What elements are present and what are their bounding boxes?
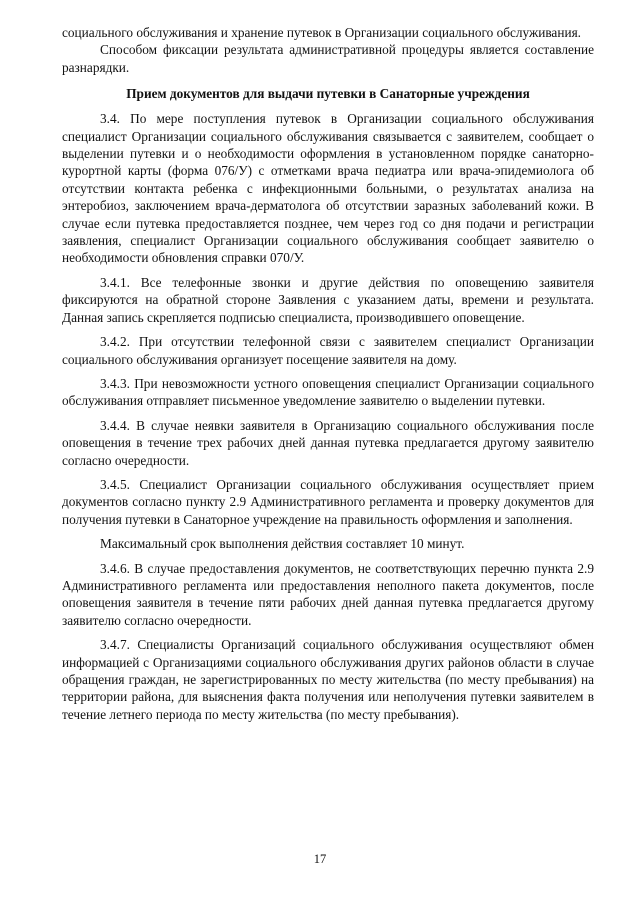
paragraph-3-4-1: 3.4.1. Все телефонные звонки и другие действия по оповещению заявителя фиксируются на обратной стороне Заявления с указанием даты, времени и результата. Данная запись скрепляется подписью специалиста, производившего оповещение. [62, 274, 594, 325]
section-heading: Прием документов для выдачи путевки в Санаторные учреждения [126, 86, 530, 102]
document-page [62, 24, 594, 723]
page-number: 17 [313, 852, 327, 866]
paragraph-3-4-6: 3.4.6. В случае предоставления документов, не соответствующих перечню пункта 2.9 Административного регламента или предоставления неполного пакета документов, после оповещения заявителя в течение пяти рабочих дней данная путевка предлагается другому заявителю согласно очередности. [62, 560, 594, 628]
intro-paragraph-result: Способом фиксации результата административной процедуры является составление разнарядки. [62, 42, 594, 75]
paragraph-3-4-3: 3.4.3. При невозможности устного оповещения специалист Организации социального обслуживания отправляет письменное уведомление заявителю о выделении путевки. [62, 375, 594, 409]
paragraph-3-4-5: 3.4.5. Специалист Организации социального обслуживания осуществляет прием документов согласно пункту 2.9 Административного регламента и проверку документов для получения путевки в Санаторное учреждение на правильность оформления и заполнения. [62, 476, 594, 527]
paragraph-3-4: 3.4. По мере поступления путевок в Организации социального обслуживания специалист Организации социального обслуживания связывается с заявителем, сообщает о выделении путевки и о необходимости оформления в установленном порядке санаторно-курортной карты (форма 076/У) с отметками врача педиатра или врача-эпидемиолога об отсутствии контакта ребенка с инфекционными больными, о результатах анализа на энтеробиоз, заключением врача-дерматолога об отсутствии заразных заболеваний кожи. В случае если путевка предоставляется позднее, чем через год со дня подачи и регистрации заявления, специалист Организации социального обслуживания сообщает заявителю о необходимости обновления справки 070/У. [62, 111, 594, 266]
paragraph-max-time: Максимальный срок выполнения действия составляет 10 минут. [100, 536, 465, 552]
paragraph-3-4-2: 3.4.2. При отсутствии телефонной связи с заявителем специалист Организации социального обслуживания организует посещение заявителя на дому. [62, 334, 594, 367]
paragraph-3-4-4: 3.4.4. В случае неявки заявителя в Организацию социального обслуживания после оповещения в течение трех рабочих дней данная путевка предлагается другому заявителю согласно очередности. [62, 417, 594, 468]
paragraph-3-4-7: 3.4.7. Специалисты Организаций социального обслуживания осуществляют обмен информацией с Организациями социального обслуживания других районов области в случае обращения граждан, не зарегистрированных по месту жительства (по месту пребывания) на территории района, для выяснения факта получения или неполучения путевки заявителем в течение летнего периода по месту жительства (по месту пребывания). [62, 637, 594, 722]
intro-paragraph-continued: социального обслуживания и хранение путевок в Организации социального обслуживания. [62, 25, 582, 40]
